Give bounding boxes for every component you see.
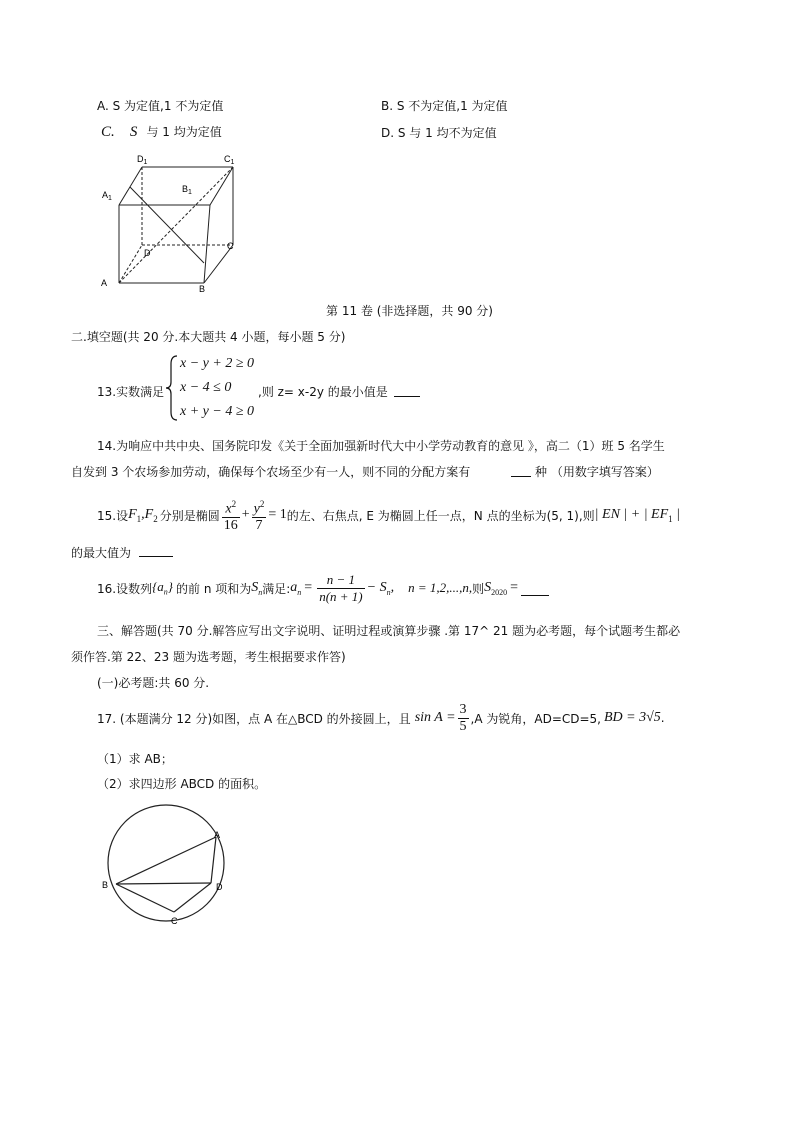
- q13-suffix: ,则 z= x-2y 的最小值是: [258, 385, 388, 399]
- q16-then: 则: [472, 581, 485, 596]
- q14-line1: 14.为响应中共中央、国务院印发《关于全面加强新时代大中小学劳动教育的意见 》，高二（1）班 5 名学生: [97, 439, 665, 453]
- section2-title: 第 11 卷 (非选择题，共 90 分): [326, 304, 493, 318]
- q15-answer-blank: [139, 556, 173, 557]
- cube-figure: [96, 150, 246, 295]
- q14-line2b: 种 （用数字填写答案）: [535, 465, 659, 479]
- q15-abs-expr: | EN | + | $EF_1$ |: [594, 506, 681, 524]
- label-b: B: [102, 880, 109, 890]
- circle-figure: [96, 800, 246, 935]
- answer-heading-line2: 须作答.第 22、23 题为选考题，考生根据要求作答): [71, 650, 346, 664]
- q17-part2: （2）求四边形 ABCD 的面积。: [97, 777, 267, 791]
- segment-cd: [174, 883, 211, 912]
- q16-line: [97, 565, 549, 611]
- q17-sina: sin A =: [414, 710, 456, 725]
- q17-line: [97, 696, 665, 740]
- edge-b1-c1: [210, 167, 233, 205]
- option-c: [101, 121, 222, 141]
- label-d: D: [216, 882, 223, 892]
- option-c-s: S: [129, 124, 138, 140]
- q13-answer-blank: [394, 396, 420, 397]
- label-a: A: [101, 278, 108, 288]
- q14-line2a: 自发到 3 个农场参加劳动，确保每个农场至少有一人，则不同的分配方案有: [71, 465, 471, 479]
- q17-frac: $\frac{3}{5}$: [459, 701, 467, 734]
- label-b: B: [199, 284, 206, 294]
- option-c-text: 与 1 均为定值: [146, 125, 222, 139]
- q15-mid: 分别是椭圆: [159, 508, 220, 523]
- circumcircle: [108, 805, 224, 921]
- q15-prefix: 15.设: [97, 508, 129, 523]
- q16-seq: $\{a_n\}$: [152, 579, 173, 597]
- option-c-letter: C.: [101, 124, 115, 140]
- label-a: A: [214, 830, 221, 840]
- q15-frac-x: $\frac{x^2}{16}$: [222, 496, 240, 535]
- q16-eq2: =: [510, 580, 519, 595]
- segment-inner: [130, 187, 204, 263]
- q15-f2: $F_2$: [144, 506, 158, 524]
- q14-answer-blank: [511, 476, 531, 477]
- label-c: C: [171, 916, 178, 926]
- edge-b1-b: [204, 205, 210, 283]
- q16-mid: 的前 n 项和为: [176, 581, 252, 596]
- q15-line1: 15.设 $F_1$, $F_2$ 分别是椭圆 $\frac{x^2}{16}$ + $\frac{y^2}{7}$ = 1 的左、右焦点, E 为椭圆上任一点，N 点的坐标为(5, 1),则 | EN | + | $EF_1$ |: [97, 493, 680, 537]
- segment-ab: [116, 837, 216, 884]
- diagonal-a-c1: [119, 167, 233, 283]
- label-a1: $A_1$: [102, 190, 112, 202]
- option-a: A. S 为定值,1 不为定值: [97, 99, 224, 113]
- q16-frac: $\frac{n - 1}{n(n + 1)}$: [319, 571, 363, 604]
- label-d: D: [144, 248, 151, 258]
- label-d1: $D_1$: [137, 154, 148, 166]
- edge-a-d: [119, 245, 142, 283]
- q13-prefix: 13.实数满足: [97, 385, 165, 399]
- q17-prefix: 17. (本题满分 12 分)如图，点 A 在△BCD 的外接圆上，且: [97, 711, 411, 726]
- answer-heading-line1: 三、解答题(共 70 分.解答应写出文字说明、证明过程或演算步骤 .第 17^ 21 题为必考题，每个试题考生都必: [97, 624, 681, 638]
- q13-line3: x + y − 4 ≥ 0: [180, 404, 255, 419]
- q16-sn: $S_n$: [251, 579, 263, 597]
- q13-brace: [165, 354, 179, 422]
- q13-line1: x − y + 2 ≥ 0: [180, 356, 255, 371]
- q16-eq: =: [304, 580, 313, 595]
- q15-line2: 的最大值为: [71, 546, 132, 560]
- option-d: D. S 与 1 均不为定值: [381, 126, 497, 140]
- segment-bd: [116, 883, 211, 884]
- label-c: C: [227, 241, 234, 251]
- q15-frac-y: $\frac{y^2}{7}$: [252, 496, 267, 535]
- q16-minus-sn: − $S_n$,: [366, 579, 395, 597]
- required-heading: (一)必考题:共 60 分.: [97, 676, 210, 690]
- edge-a1-d1: [119, 167, 142, 205]
- label-b1: $B_1$: [182, 184, 192, 196]
- q15-rest: 的左、右焦点, E 为椭圆上任一点，N 点的坐标为(5, 1),则: [286, 508, 595, 523]
- q17-end: .: [660, 711, 665, 725]
- fill-heading: 二.填空题(共 20 分.本大题共 4 小题，每小题 5 分): [71, 330, 346, 344]
- q15-eq: = 1: [268, 507, 287, 522]
- q17-part1: （1）求 AB；: [97, 752, 173, 766]
- segment-bc: [116, 884, 174, 912]
- q17-rest: ,A 为锐角，AD=CD=5,: [470, 711, 601, 726]
- q16-range: n = 1,2,...,n,: [408, 580, 473, 595]
- q17-bd: BD = 3√5: [604, 710, 661, 725]
- q16-answer-blank: [521, 581, 549, 596]
- q16-mid2: 满足:: [262, 581, 291, 596]
- q15-f1: $F_1$,: [128, 506, 145, 524]
- q16-an: $a_n$: [290, 579, 302, 597]
- label-c1: $C_1$: [224, 154, 235, 166]
- q16-s2020: $S_{2020}$: [484, 579, 508, 597]
- option-b: B. S 不为定值,1 为定值: [381, 99, 508, 113]
- segment-ad: [211, 837, 216, 883]
- q16-prefix: 16.设数列: [97, 581, 153, 596]
- q13-line2: x − 4 ≤ 0: [180, 380, 232, 395]
